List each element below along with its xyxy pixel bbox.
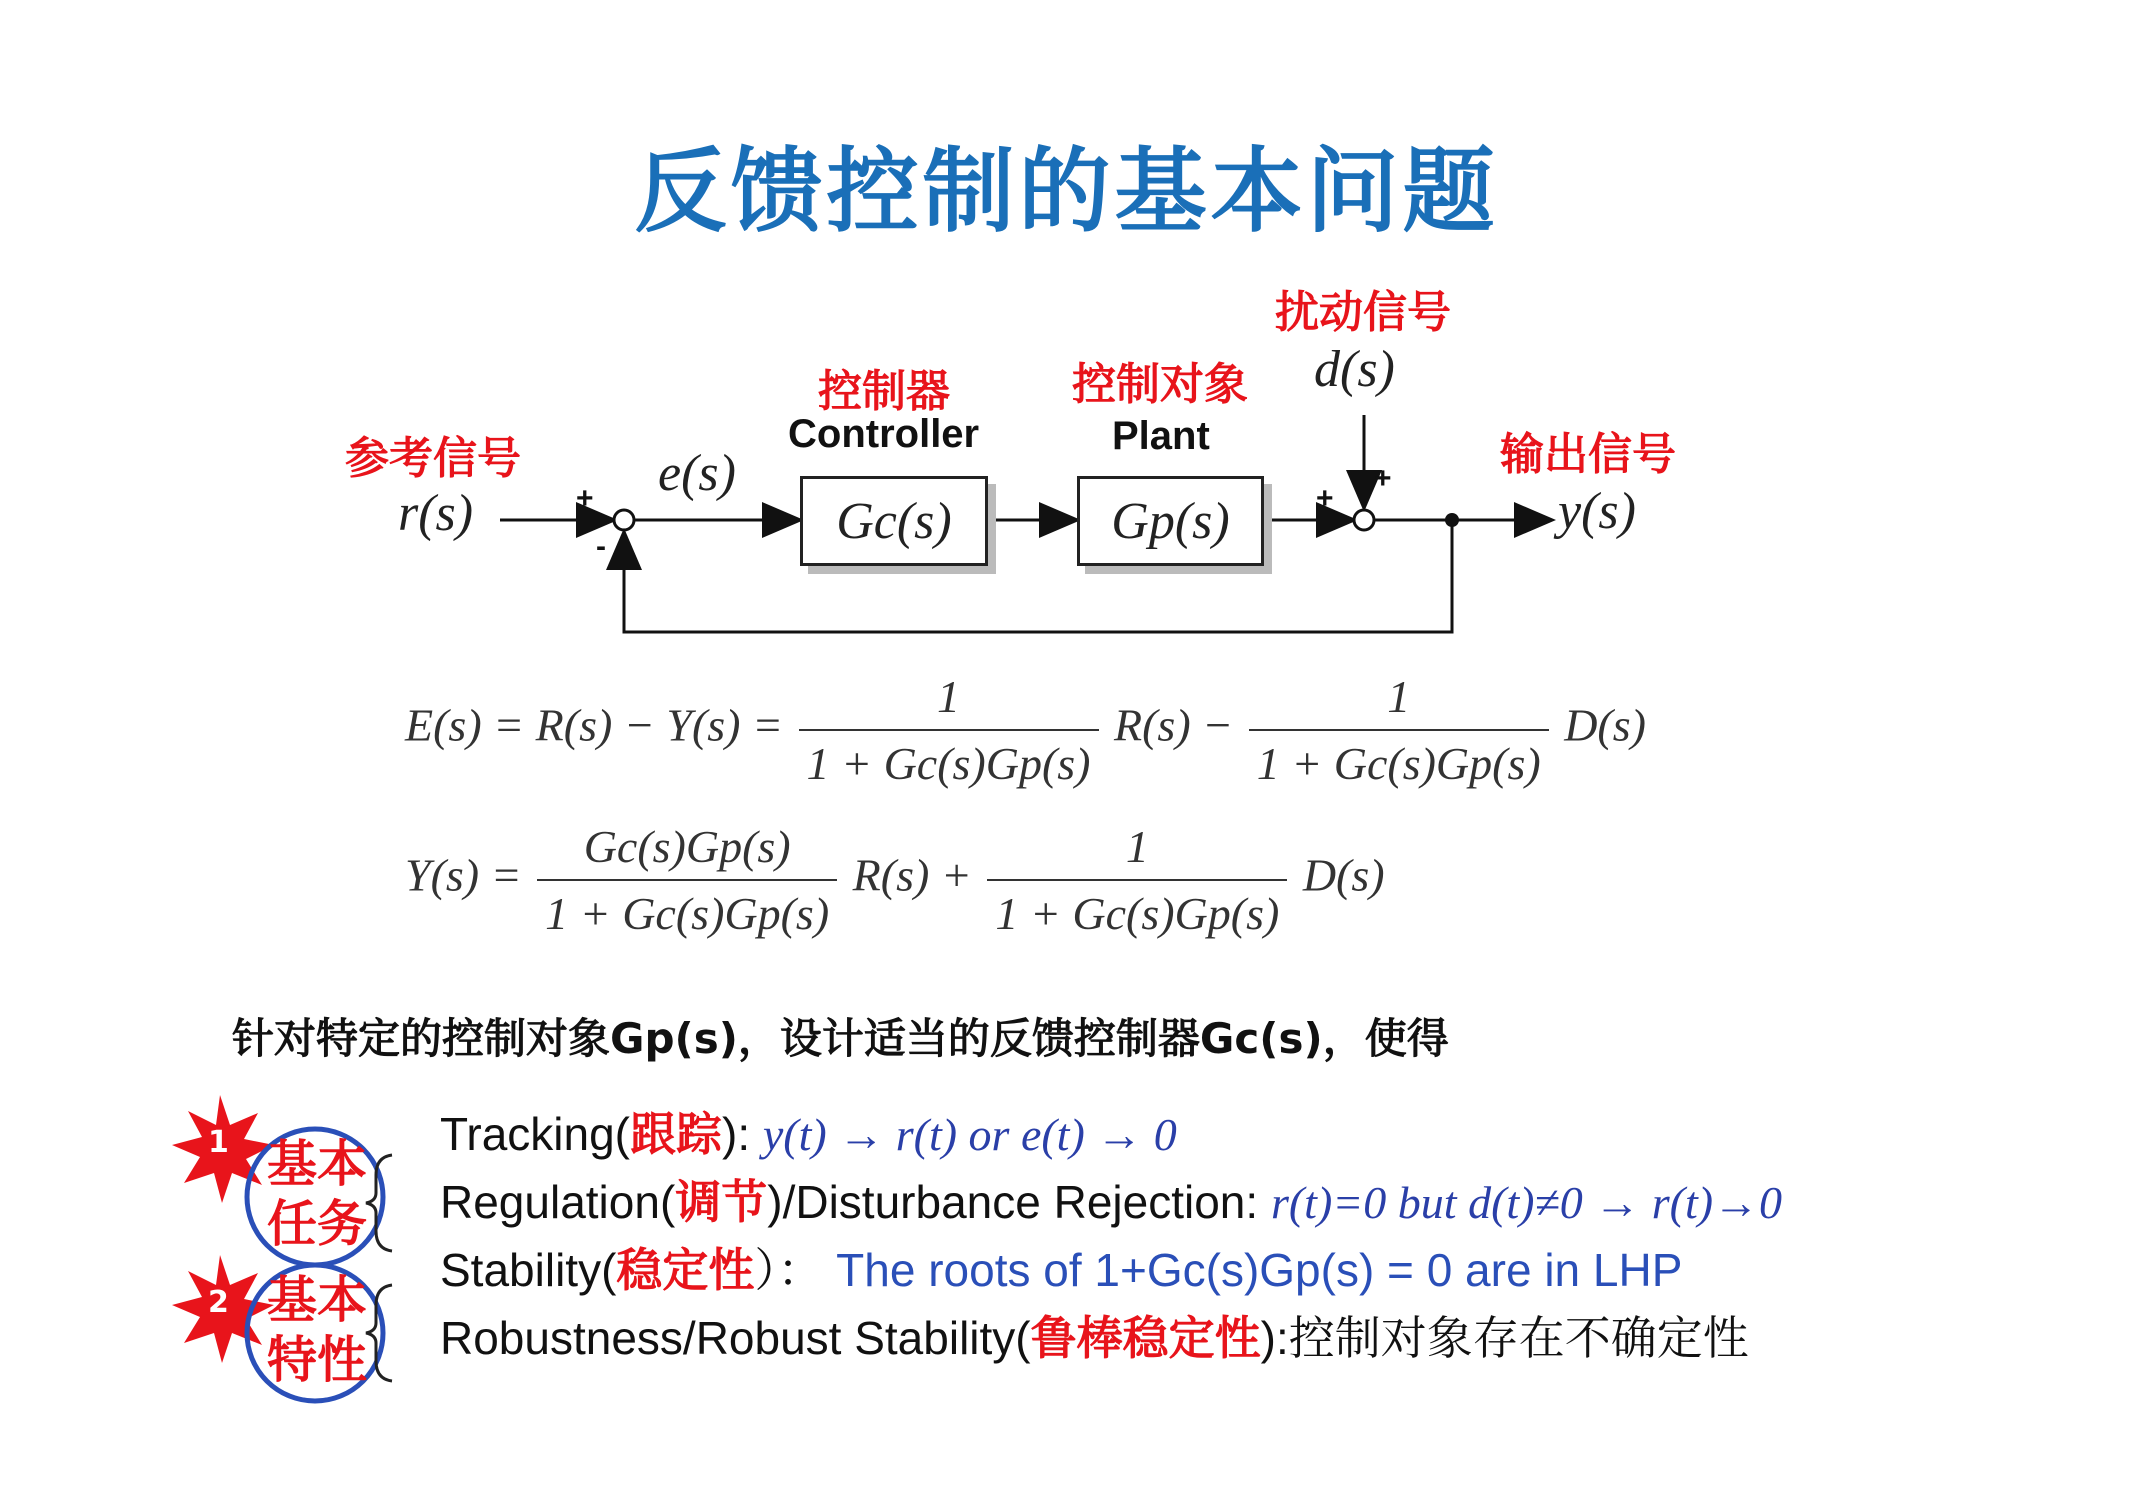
problem-statement: 针对特定的控制对象Gp(s)，设计适当的反馈控制器Gc(s)，使得 <box>232 1014 1449 1063</box>
controller-label-cn: 控制器 <box>818 366 950 417</box>
fraction-numerator: 1 <box>937 671 961 722</box>
fraction-denominator: 1 + Gc(s)Gp(s) <box>1249 729 1549 790</box>
fraction-denominator: 1 + Gc(s)Gp(s) <box>537 879 837 940</box>
badge-line-1: 基本 <box>267 1271 367 1329</box>
sum1-minus-sign: - <box>596 530 606 563</box>
output-signal-label: 输出信号 <box>1500 429 1676 480</box>
disturbance-label: 扰动信号 <box>1275 287 1451 338</box>
item-robustness <box>440 1302 1749 1368</box>
fraction-numerator: 1 <box>1387 671 1411 722</box>
item-cn: 调节 <box>675 1176 768 1228</box>
error-eq-r-term: R(s) − <box>1114 699 1234 751</box>
error-eq-fraction-1 <box>799 670 1099 790</box>
error-eq-d-term: D(s) <box>1564 699 1646 751</box>
item-math: y(t) → r(t) or e(t) → 0 <box>762 1109 1177 1160</box>
item-post: )/Disturbance Rejection: <box>767 1176 1259 1228</box>
sum-junction-2 <box>1354 510 1374 530</box>
badge-number: 1 <box>208 1125 229 1160</box>
output-eq-r-term: R(s) + <box>852 849 972 901</box>
item-prefix: Regulation( <box>440 1176 676 1228</box>
fraction-denominator: 1 + Gc(s)Gp(s) <box>987 879 1287 940</box>
output-eq-d-term: D(s) <box>1302 849 1385 901</box>
diagram-wires <box>0 0 2133 700</box>
sum2-plus-sign-left: + <box>1316 482 1334 515</box>
badge-line-1: 基本 <box>267 1135 367 1193</box>
error-equation <box>405 670 1646 790</box>
badge-basic-property <box>170 1225 410 1425</box>
item-regulation <box>440 1166 1782 1232</box>
page-title: 反馈控制的基本问题 <box>634 138 1499 245</box>
item-tracking <box>440 1098 1177 1164</box>
sum2-plus-sign-top: + <box>1374 462 1392 495</box>
fraction-numerator: 1 <box>1125 821 1149 872</box>
d-signal: d(s) <box>1314 341 1395 398</box>
plant-block: Gp(s) <box>1077 476 1264 566</box>
item-post: ): <box>722 1108 751 1160</box>
badge-line-2: 任务 <box>267 1195 367 1253</box>
output-eq-fraction-2 <box>987 820 1287 940</box>
item-math: r(t)=0 but d(t)≠0 → r(t)→0 <box>1270 1177 1783 1228</box>
error-eq-fraction-2 <box>1249 670 1549 790</box>
controller-block: Gc(s) <box>800 476 988 566</box>
item-prefix: Tracking( <box>440 1108 630 1160</box>
badge-line-2: 特性 <box>267 1331 367 1389</box>
fraction-denominator: 1 + Gc(s)Gp(s) <box>799 729 1099 790</box>
y-signal: y(s) <box>1558 483 1636 540</box>
item-cn: 跟踪 <box>630 1108 722 1160</box>
output-equation <box>405 820 1385 940</box>
ref-signal-label: 参考信号 <box>345 433 521 484</box>
item-post: ): <box>1260 1312 1289 1364</box>
sum1-plus-sign: + <box>576 482 594 515</box>
item-prefix: Stability( <box>440 1244 617 1296</box>
plant-label-en: Plant <box>1112 414 1210 458</box>
output-eq-fraction-1 <box>537 820 837 940</box>
item-cn: 鲁棒稳定性 <box>1030 1312 1261 1364</box>
item-math: The roots of 1+Gc(s)Gp(s) = 0 are in LHP <box>836 1244 1683 1296</box>
item-post: ）： <box>754 1244 824 1296</box>
plant-label-cn: 控制对象 <box>1072 359 1248 410</box>
badge-number: 2 <box>208 1285 229 1320</box>
sum-junction-1 <box>614 510 634 530</box>
r-signal: r(s) <box>398 485 474 542</box>
controller-label-en: Controller <box>788 412 980 456</box>
e-signal: e(s) <box>658 445 736 502</box>
block-diagram <box>0 0 2133 700</box>
error-eq-lhs: E(s) = R(s) − Y(s) = <box>405 699 784 751</box>
feedback-path <box>624 520 1452 632</box>
output-eq-lhs: Y(s) = <box>405 849 522 901</box>
item-note: 控制对象存在不确定性 <box>1288 1311 1749 1365</box>
item-stability <box>440 1234 1682 1300</box>
fraction-numerator: Gc(s)Gp(s) <box>583 821 791 872</box>
item-cn: 稳定性 <box>616 1244 755 1296</box>
item-prefix: Robustness/Robust Stability( <box>440 1312 1031 1364</box>
